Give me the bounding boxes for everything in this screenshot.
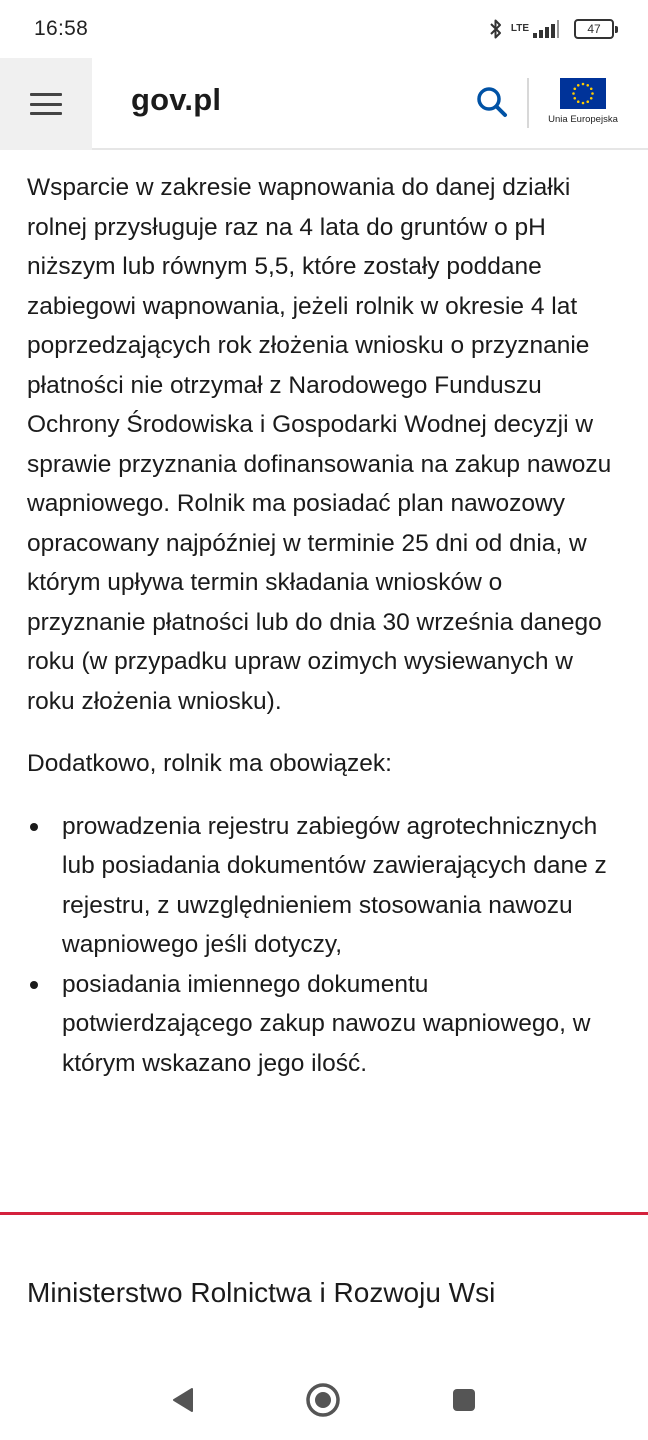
status-bar <box>0 0 648 58</box>
ministry-name: Ministerstwo Rolnictwa i Rozwoju Wsi <box>27 1277 496 1308</box>
recent-apps-icon <box>451 1387 477 1413</box>
list-item: posiadania imiennego dokumentu potwierdzającego zakup nawozu wapniowego, w którym wskazano jego ilość. <box>27 965 625 1084</box>
network-type: LTE <box>510 23 529 34</box>
home-icon <box>305 1382 341 1418</box>
menu-icon <box>30 93 62 115</box>
search-icon <box>474 84 510 120</box>
bluetooth-icon <box>489 18 503 40</box>
eu-flag-icon <box>560 78 606 109</box>
header-divider <box>527 78 529 128</box>
site-logo[interactable]: gov.pl <box>131 82 222 117</box>
battery-icon <box>574 19 614 39</box>
intro-paragraph: Dodatkowo, rolnik ma obowiązek: <box>27 750 392 777</box>
status-icons <box>489 18 614 40</box>
home-button[interactable] <box>305 1382 341 1418</box>
site-header <box>0 58 648 150</box>
obligations-list <box>27 807 625 1084</box>
footer-divider <box>0 1212 648 1215</box>
back-icon <box>170 1386 196 1414</box>
lead-paragraph: Wsparcie w zakresie wapnowania do danej działki rolnej przysługuje raz na 4 lata do gruntów o pH niższym lub równym 5,5, które zostały poddane zabiegowi wapnowania, jeżeli rolnik w okresie 4 lat poprzedzających rok złożenia wniosku o przyznanie płatności nie otrzymał z Narodowego Funduszu Ochrony Środowiska i Gospodarki Wodnej decyzji w sprawie przyznania dofinansowania na zakup nawozu wapniowego. Rolnik ma posiadać plan nawozowy opracowany najpóźniej w terminie 25 dni od dnia, w którym upływa termin składania wniosków o przyznanie płatności lub do dnia 30 września danego roku (w przypadku upraw ozimych wysiewanych w roku złożenia wniosku). <box>27 174 612 715</box>
signal-icon <box>511 19 560 39</box>
recent-apps-button[interactable] <box>446 1382 482 1418</box>
eu-logo[interactable] <box>540 78 626 134</box>
back-button[interactable] <box>165 1382 201 1418</box>
status-time: 16:58 <box>34 17 89 40</box>
article-content <box>27 168 625 1083</box>
navigation-bar <box>0 1360 648 1440</box>
eu-label: Unia Europejska <box>548 114 618 125</box>
search-button[interactable] <box>474 84 510 120</box>
menu-button[interactable] <box>0 58 92 150</box>
battery-level: 47 <box>587 22 601 36</box>
list-item: prowadzenia rejestru zabiegów agrotechnicznych lub posiadania dokumentów zawierających dane z rejestru, z uwzględnieniem stosowania nawozu wapniowego jeśli dotyczy, <box>27 807 625 965</box>
